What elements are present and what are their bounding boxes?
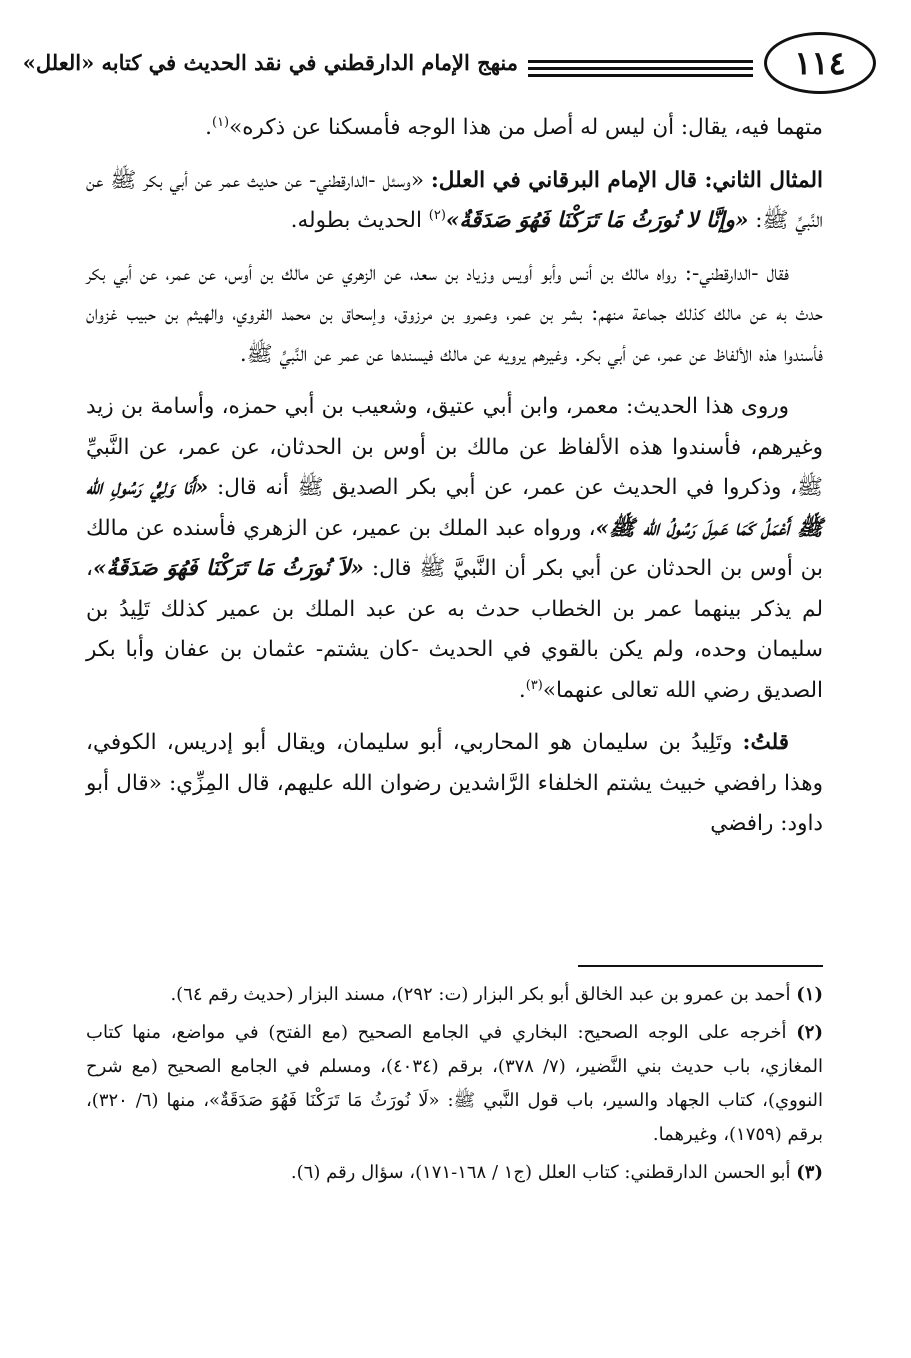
footnote	[86, 1016, 823, 1152]
page-number: ١١٤	[764, 32, 876, 94]
hadith-quote: «وإنَّا لا نُورَثُ مَا تَرَكْنَا فَهُوَ صَدَقَةٌ»	[445, 208, 749, 233]
paragraph-text: الحديث بطوله.	[290, 208, 429, 233]
footnote-ref: (٣)	[525, 677, 543, 693]
paragraph-text: «وسئل -الدارقطني- عن حديث عمر عن أبي بكر ﷺ عن النَّبيِّ ﷺ:	[86, 167, 823, 233]
paragraph-text: ، ورواه عبد الملك بن عمير، عن الزهري فأسنده عن مالك بن أوس بن الحدثان عن أبي بكر أن النَّبيَّ ﷺ قال:	[86, 515, 823, 581]
footnote	[86, 1156, 823, 1190]
paragraph-text: .	[518, 677, 526, 703]
paragraph	[86, 387, 823, 711]
main-text	[86, 108, 823, 857]
paragraph	[86, 161, 823, 242]
footnote-number: (١)	[796, 984, 823, 1005]
paragraph-text: وروى هذا الحديث: معمر، وابن أبي عتيق، وشعيب بن أبي حمزه، وأسامة بن زيد وغيرهم، فأسندوا هذه الألفاظ عن مالك بن أوس بن الحدثان، عن عمر، عن النَّبيِّ ﷺ، وذكروا في الحديث عن عمر، عن أبي بكر الصديق ﷺ أنه قال:	[86, 394, 823, 500]
paragraph-text: ، لم يذكر بينهما عمر بن الخطاب حدث به عن عبد الملك بن عمير كذلك تَلِيدُ بن سليمان وحده، ولم يكن بالقوي في الحديث -كان يشتم- عثمان بن عفان وأبا بكر الصديق رضي الله تعالى عنهما»	[86, 556, 823, 703]
paragraph-text: وتَلِيدُ بن سليمان هو المحاربي، أبو سليمان، ويقال أبو إدريس، الكوفي، وهذا رافضي خبيث يشتم الخلفاء الرَّاشدين رضوان الله عليهم، قال المِزِّي: «قال أبو داود: رافضي	[86, 730, 823, 836]
footnote-number: (٣)	[796, 1162, 823, 1183]
comment-lead: قلتُ:	[742, 730, 789, 755]
paragraph	[86, 723, 823, 845]
footnote-ref: (١)	[211, 114, 230, 130]
footnote-text: أبو الحسن الدارقطني: كتاب العلل (ج١ / ١٦٨-١٧١)، سؤال رقم (٦).	[290, 1162, 797, 1183]
hadith-quote: «أَنَا وَلِيُّ رَسُولِ الله ﷺ أَعْمَلُ كَمَا عَمِلَ رَسُولُ الله ﷺ»	[86, 475, 823, 541]
footnote-ref: (٢)	[428, 207, 446, 223]
footnote-separator	[578, 965, 823, 967]
paragraph	[86, 108, 823, 149]
header-rule	[528, 60, 753, 63]
hadith-quote: «لاَ نُورَثُ مَا تَرَكْنَا فَهُوَ صَدَقَةٌ»	[92, 556, 364, 581]
footnote-number: (٢)	[796, 1022, 823, 1043]
paragraph-text: .	[205, 115, 212, 140]
running-header	[22, 26, 878, 106]
footnote	[86, 978, 823, 1012]
example-heading: المثال الثاني: قال الإمام البرقاني في العلل:	[430, 167, 823, 193]
header-rule	[528, 67, 753, 70]
header-rule	[528, 74, 753, 77]
running-title: منهج الإمام الدارقطني في نقد الحديث في كتابه «العلل»	[22, 50, 518, 75]
paragraph	[86, 254, 823, 376]
footnote-text: أحمد بن عمرو بن عبد الخالق أبو بكر البزار (ت: ٢٩٢)، مسند البزار (حديث رقم ٦٤).	[170, 984, 797, 1005]
paragraph-text: متهما فيه، يقال: أن ليس له أصل من هذا الوجه فأمسكنا عن ذكره»	[229, 115, 823, 140]
footnote-text: أخرجه على الوجه الصحيح: البخاري في الجامع الصحيح (مع الفتح) في مواضع، منها كتاب المغازي، باب حديث بني النَّضير، (٧/ ٣٧٨)، برقم (٤٠٣٤)، ومسلم في الجامع الصحيح (مع شرح النووي)، كتاب الجهاد والسير، باب قول النَّبي ﷺ: «لَا نُورَثُ مَا تَرَكْنَا فَهُوَ صَدَقَةٌ»، منها (٦/ ٣٢٠)، برقم (١٧٥٩)، وغيرهما.	[86, 1022, 824, 1145]
paragraph-text: فقال -الدارقطني-: رواه مالك بن أنس وأبو أويس وزياد بن سعد، عن الزهري عن مالك بن أوس، عن عمر، عن أبي بكر حدث به عن مالك كذلك جماعة منهم: بشر بن عمر، وعمرو بن مرزوق، وإسحاق بن محمد الفروي، والهيثم بن حبيب غزوان فأسندوا هذه الألفاظ عن عمر، عن أبي بكر. وغيرهم يرويه عن مالك فيسندها عن عمر عن النَّبيِّ ﷺ.	[86, 260, 823, 367]
footnotes	[86, 978, 823, 1194]
